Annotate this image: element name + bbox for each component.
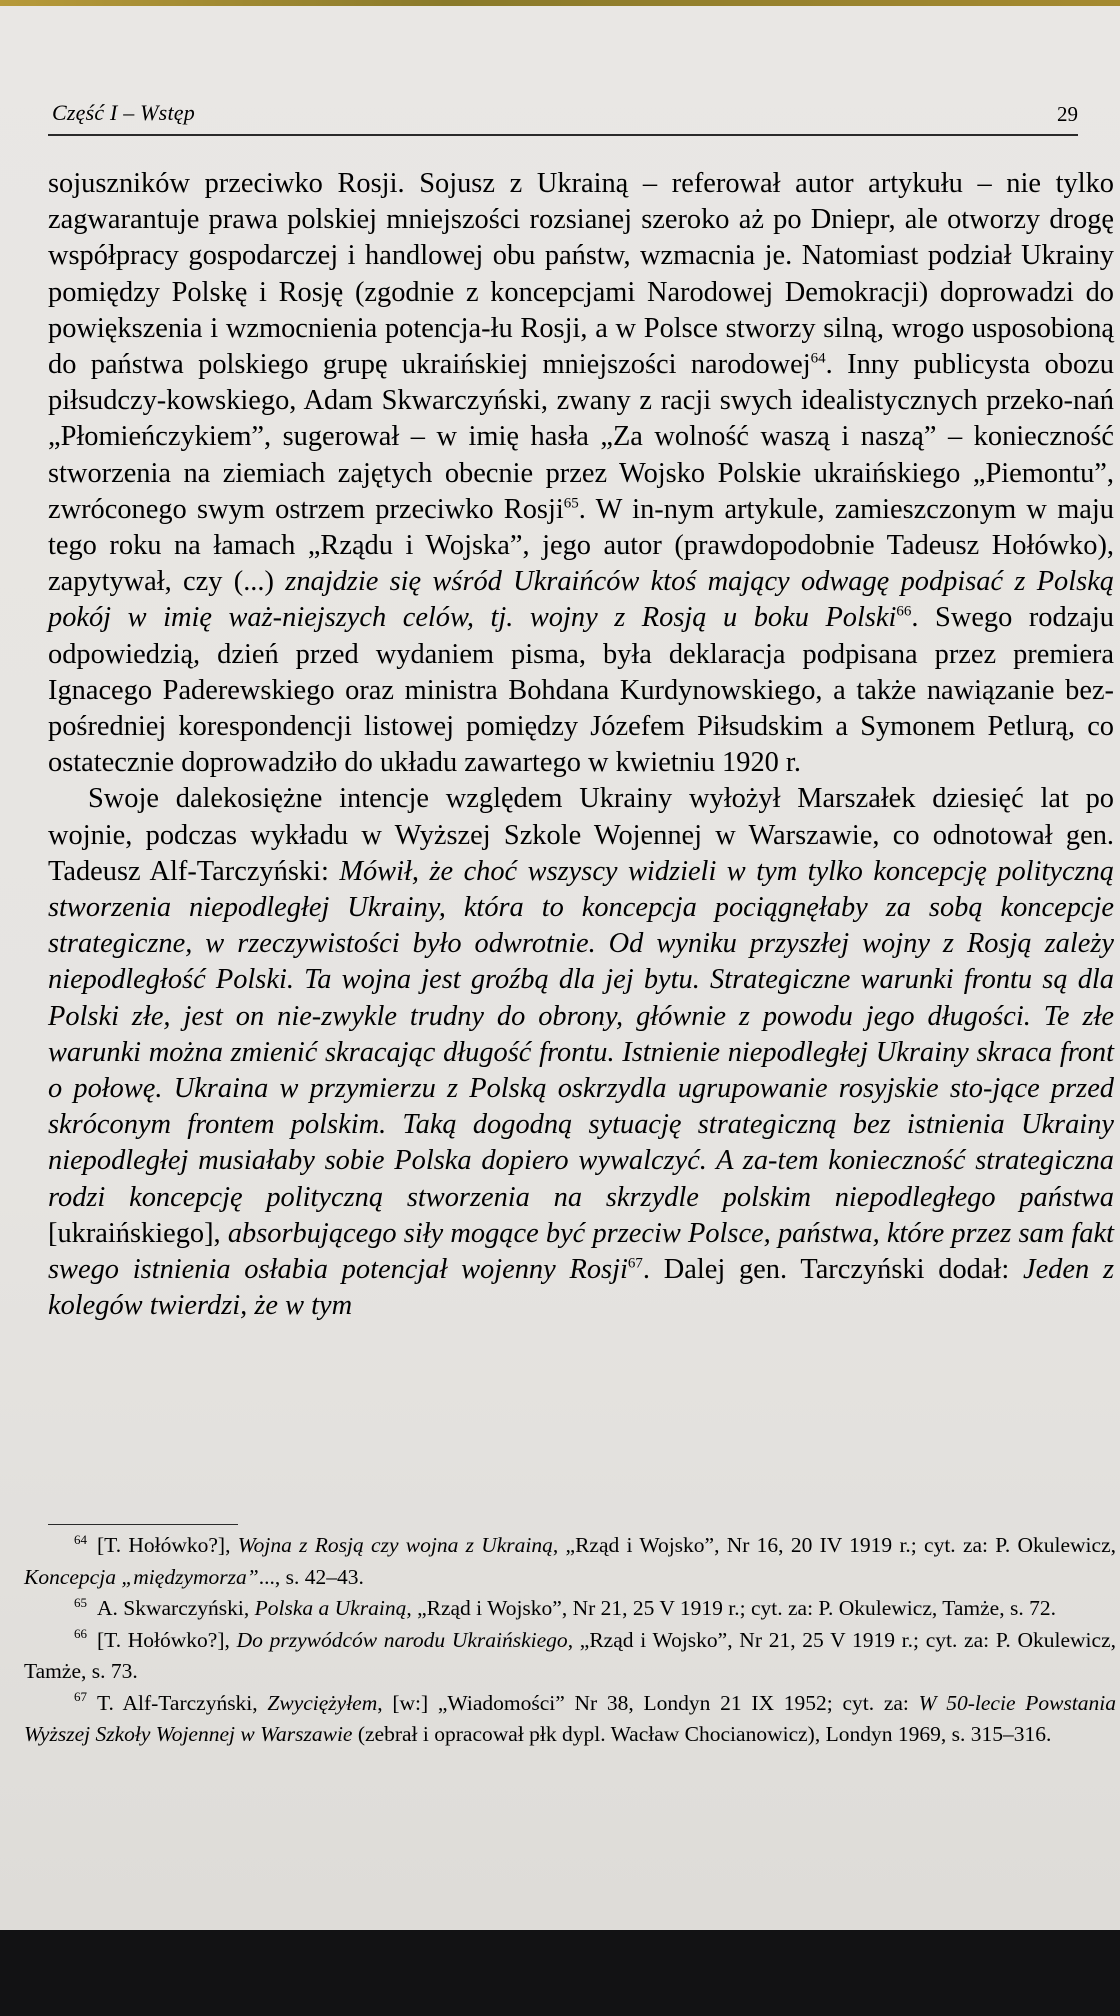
footnote-text: T. Alf-Tarczyński,	[97, 1690, 268, 1715]
italic-quote: znajdzie się wśród Ukraińców ktoś mający odwagę podpisać z Polską pokój w imię waż-niejszych celów, tj. wojny z Rosją u boku Polski	[48, 566, 1114, 634]
footnote-text: ..., s. 42–43.	[258, 1564, 364, 1589]
footnote-text: (zebrał i opracował płk dypl. Wacław Chocianowicz), Londyn 1969, s. 315–316.	[352, 1722, 1052, 1746]
footnote-text: [T. Hołówko?],	[97, 1627, 237, 1652]
footnote-number: 67	[74, 1689, 87, 1705]
background-below-page	[0, 1930, 1120, 2016]
footnote-ref-64: 64	[810, 350, 826, 367]
italic-quote: Jeden z kolegów twierdzi, że w tym	[48, 1254, 1114, 1322]
footnote-text: , „Rząd i Wojsko”, Nr 21, 25 V 1919 r.; cyt. za: P. Okulewicz, Tamże, s. 73.	[24, 1627, 1116, 1683]
footnote-67	[24, 1688, 1116, 1751]
footnote-number: 65	[74, 1594, 87, 1610]
footnote-text: , [w:] „Wiadomości” Nr 38, Londyn 21 IX 1952; cyt. za:	[377, 1690, 919, 1715]
footnote-title: Wojna z Rosją czy wojna z Ukrainą	[237, 1533, 553, 1557]
footnote-text: , „Rząd i Wojsko”, Nr 16, 20 IV 1919 r.; cyt. za: P. Okulewicz,	[552, 1533, 1116, 1557]
footnote-66	[24, 1625, 1116, 1688]
footnote-title: Do przywódców narodu Ukraińskiego	[236, 1627, 568, 1652]
footnote-title: Polska a Ukrainą	[254, 1596, 407, 1620]
footnote-text: [T. Hołówko?],	[97, 1533, 238, 1557]
italic-quote: Mówił, że choć wszyscy widzieli w tym tylko koncepcję polityczną stworzenia niepodległej Ukrainy, która to koncepcja pociągnęłaby za sobą koncepcje strategiczne, w rzeczywistości było odwrotnie. Od wyniku przyszłej wojny z Rosją zależy niepodległość Polski. Ta wojna jest groźbą dla jej bytu. Strategiczne warunki frontu są dla Polski złe, jest on nie-zwykle trudny do obrony, głównie z powodu jego długości. Te złe warunki można zmienić skracając długość frontu. Istnienie niepodległej Ukrainy skraca front o połowę. Ukraina w przymierzu z Polską oskrzydla ugrupowanie rosyjskie sto-jące przed skróconym frontem polskim. Taką dogodną sytuację strategiczną bez istnienia Ukrainy niepodległej musiałaby sobie Polska dopiero wywalczyć. A za-tem konieczność strategiczna rodzi koncepcję polityczną stworzenia na skrzydle polskim niepodległego państwa	[48, 855, 1114, 1213]
page-number: 29	[1057, 102, 1078, 126]
footnote-text: A. Skwarczyński,	[97, 1596, 255, 1620]
footnote-65	[24, 1593, 1116, 1625]
main-text	[48, 166, 1114, 1325]
footnote-ref-66: 66	[896, 603, 912, 620]
text-run: . Inny publicysta obozu piłsudczy-kowskiego, Adam Skwarczyński, zwany z racji swych idealistycznych przeko-nań „Płomieńczykiem”, sugerował – w imię hasła „Za wolność waszą i naszą” – konieczność stworzenia na ziemiach zajętych obecnie przez Wojsko Polskie ukraińskiego „Piemontu”, zwróconego swym ostrzem przeciwko Rosji	[48, 349, 1114, 525]
footnote-ref-65: 65	[563, 495, 579, 512]
footnote-title: W 50-lecie Powstania Wyższej Szkoły Wojennej w Warszawie	[24, 1690, 1117, 1746]
footnote-rule	[48, 1524, 238, 1525]
text-run: . Swego rodzaju odpowiedzią, dzień przed wydaniem pisma, była deklaracja podpisana przez premiera Ignacego Paderewskiego oraz ministra Bohdana Kurdynowskiego, a także nawiązanie bez-pośredniej korespondencji listowej pomiędzy Józefem Piłsudskim a Symonem Petlurą, co ostatecznie doprowadziło do układu zawartego w kwietniu 1920 r.	[48, 602, 1114, 779]
paragraph-1	[48, 166, 1114, 781]
paragraph-2	[48, 781, 1114, 1324]
footnote-number: 64	[74, 1531, 87, 1547]
footnotes	[24, 1530, 1116, 1751]
page-header	[52, 96, 1078, 136]
footnote-64	[24, 1530, 1116, 1593]
footnote-title: Zwyciężyłem	[267, 1690, 378, 1715]
footnote-title: Koncepcja „międzymorza”	[24, 1564, 259, 1589]
italic-quote: absorbującego siły mogące być przeciw Polsce, państwa, które przez sam fakt swego istnienia osłabia potencjał wojenny Rosji	[48, 1217, 1114, 1286]
text-run: . Dalej gen. Tarczyński dodał:	[642, 1254, 1023, 1286]
text-run: sojuszników przeciwko Rosji. Sojusz z Ukrainą – referował autor artykułu – nie tylko zagwarantuje prawa polskiej mniejszości rozsianej szeroko aż po Dniepr, ale otworzy drogę współpracy gospodarczej i handlowej obu państw, wzmacnia je. Natomiast podział Ukrainy pomiędzy Polskę i Rosję (zgodnie z koncepcjami Narodowej Demokracji) doprowadzi do powiększenia i wzmocnienia potencja-łu Rosji, a w Polsce stworzy silną, wrogo usposobioną do państwa polskiego grupę ukraińskiej mniejszości narodowej	[48, 168, 1114, 381]
footnote-number: 66	[74, 1626, 87, 1642]
text-run: . W in-nym artykule, zamieszczonym w maju tego roku na łamach „Rządu i Wojska”, jego autor (prawdopodobnie Tadeusz Hołówko), zapytywał, czy (...)	[48, 493, 1114, 598]
text-run: [ukraińskiego],	[48, 1217, 228, 1249]
footnote-ref-67: 67	[627, 1255, 643, 1272]
footnote-text: , „Rząd i Wojsko”, Nr 21, 25 V 1919 r.; cyt. za: P. Okulewicz, Tamże, s. 72.	[406, 1596, 1056, 1620]
running-head: Część I – Wstęp	[52, 100, 195, 125]
header-rule	[48, 134, 1078, 136]
text-run: Swoje dalekosiężne intencje względem Ukrainy wyłożył Marszałek dziesięć lat po wojnie, podczas wykładu w Wyższej Szkole Wojennej w Warszawie, co odnotował gen. Tadeusz Alf-Tarczyński:	[48, 783, 1114, 887]
